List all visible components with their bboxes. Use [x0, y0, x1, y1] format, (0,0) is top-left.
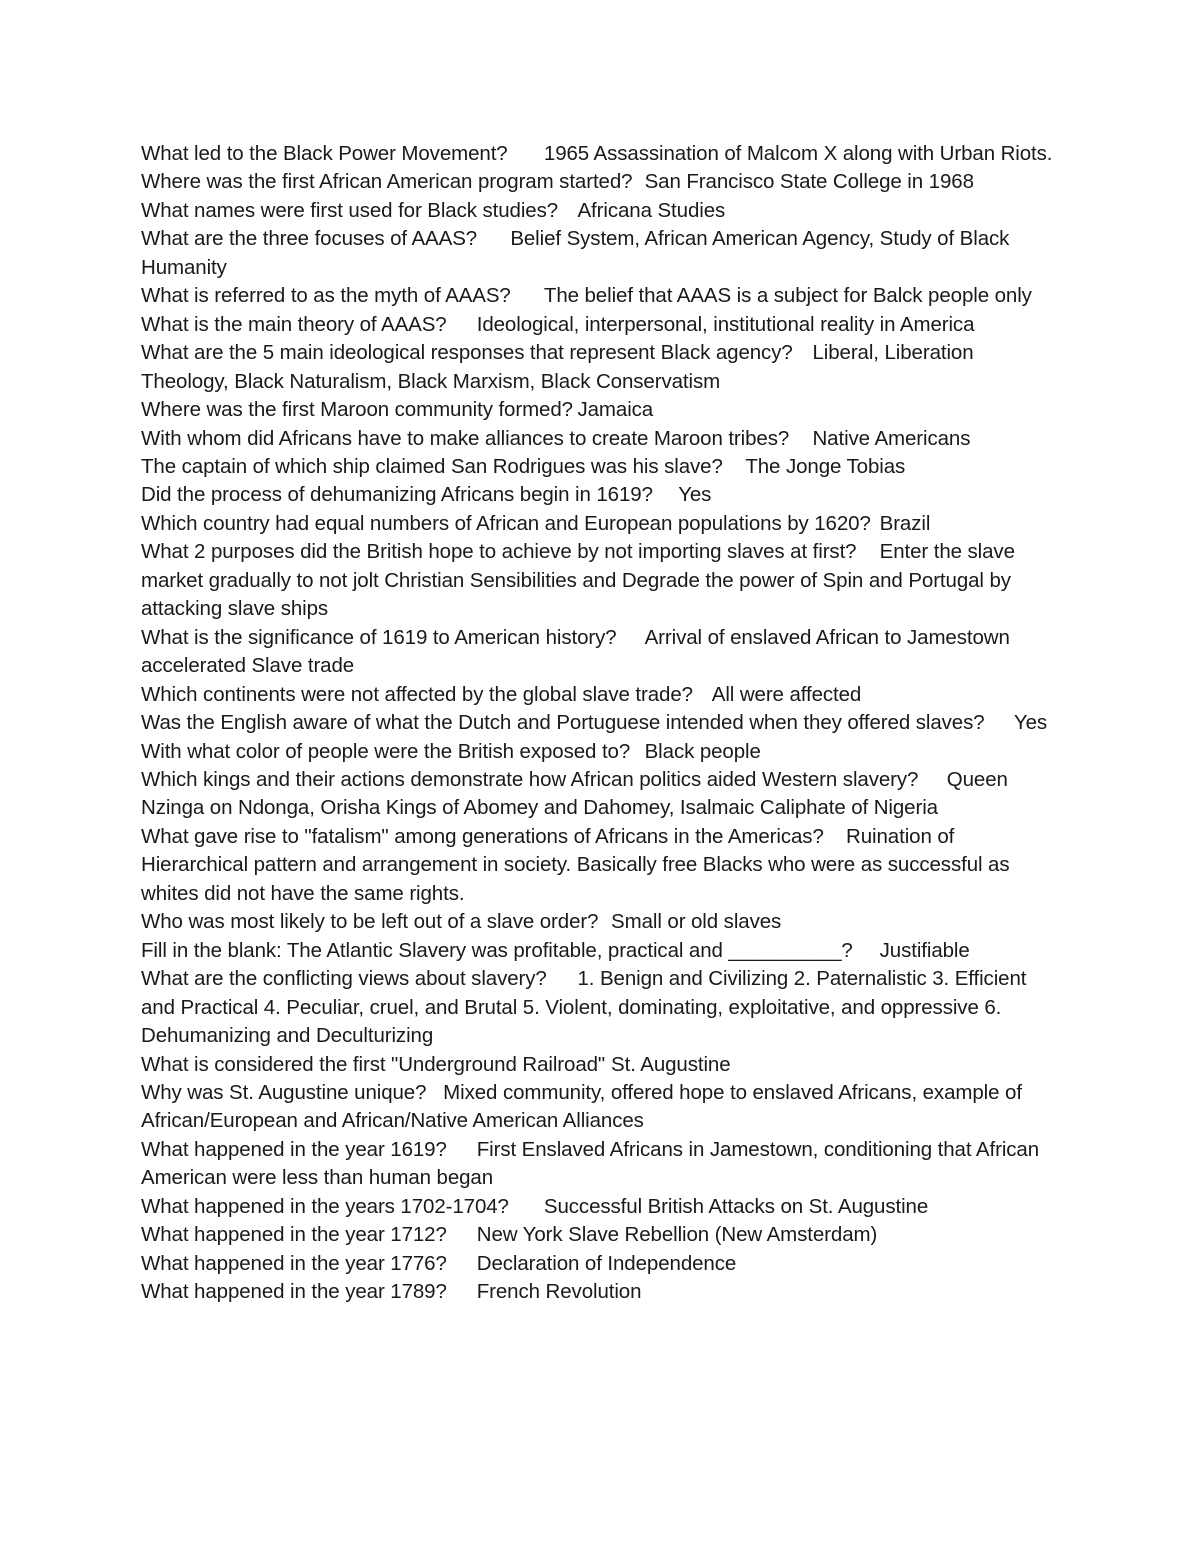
qa-line: What names were first used for Black studies? Africana Studies [141, 198, 726, 222]
qa-line: What are the conflicting views about slavery? 1. Benign and Civilizing 2. Paternalistic 3. Efficient and Practical 4. Peculiar, cruel, and Brutal 5. Violent, dominating, exploitative, and oppressive 6. Dehumanizing and Deculturizing [141, 967, 1032, 1048]
qa-line: What happened in the year 1776? Declaration of Independence [141, 1251, 737, 1275]
qa-text-block [141, 140, 1061, 1307]
qa-line: What happened in the year 1712? New York Slave Rebellion (New Amsterdam) [141, 1223, 878, 1247]
qa-line: Fill in the blank: The Atlantic Slavery was profitable, practical and __________? Justifiable [141, 938, 970, 962]
qa-line: Was the English aware of what the Dutch and Portuguese intended when they offered slaves? Yes [141, 711, 1048, 735]
qa-line: Where was the first African American program started? San Francisco State College in 1968 [141, 170, 974, 194]
qa-line: Where was the first Maroon community formed? Jamaica [141, 398, 654, 422]
qa-line: Why was St. Augustine unique? Mixed community, offered hope to enslaved Africans, example of African/European and African/Native American Alliances [141, 1080, 1027, 1133]
qa-line: Which continents were not affected by the global slave trade? All were affected [141, 682, 862, 706]
qa-line: What gave rise to "fatalism" among generations of Africans in the Americas? Ruination of Hierarchical pattern and arrangement in society. Basically free Blacks who were as successful as whites did not have the same rights. [141, 824, 1016, 905]
qa-line: What happened in the years 1702-1704? Successful British Attacks on St. Augustine [141, 1194, 929, 1218]
qa-line: What 2 purposes did the British hope to achieve by not importing slaves at first? Enter the slave market gradually to not jolt Christian Sensibilities and Degrade the power of Spin and Portugal by attacking slave ships [141, 540, 1021, 621]
qa-line: With what color of people were the British exposed to? Black people [141, 739, 761, 763]
qa-line: What is considered the first "Underground Railroad" St. Augustine [141, 1052, 731, 1076]
qa-line: What happened in the year 1619? First Enslaved Africans in Jamestown, conditioning that African American were less than human began [141, 1137, 1044, 1190]
qa-line: What is referred to as the myth of AAAS? The belief that AAAS is a subject for Balck people only [141, 284, 1032, 308]
qa-line: What is the main theory of AAAS? Ideological, interpersonal, institutional reality in America [141, 312, 975, 336]
qa-line: Who was most likely to be left out of a slave order? Small or old slaves [141, 910, 782, 934]
qa-line: Did the process of dehumanizing Africans begin in 1619? Yes [141, 483, 712, 507]
qa-line: What happened in the year 1789? French Revolution [141, 1280, 642, 1304]
qa-line: What led to the Black Power Movement? 1965 Assassination of Malcom X along with Urban Riots. [141, 142, 1053, 165]
qa-line: What are the three focuses of AAAS? Belief System, African American Agency, Study of Black Humanity [141, 227, 1015, 279]
qa-line: With whom did Africans have to make alliances to create Maroon tribes? Native Americans [141, 426, 971, 450]
qa-line: What is the significance of 1619 to American history? Arrival of enslaved African to Jamestown accelerated Slave trade [141, 625, 1016, 678]
qa-line: Which country had equal numbers of African and European populations by 1620? Brazil [141, 511, 931, 535]
qa-line: What are the 5 main ideological responses that represent Black agency? Liberal, Liberation Theology, Black Naturalism, Black Marxism, Black Conservatism [141, 341, 979, 393]
qa-line: The captain of which ship claimed San Rodrigues was his slave? The Jonge Tobias [141, 454, 906, 478]
qa-line: Which kings and their actions demonstrate how African politics aided Western slavery? Queen Nzinga on Ndonga, Orisha Kings of Abomey and Dahomey, Isalmaic Caliphate of Nigeria [141, 767, 1014, 820]
